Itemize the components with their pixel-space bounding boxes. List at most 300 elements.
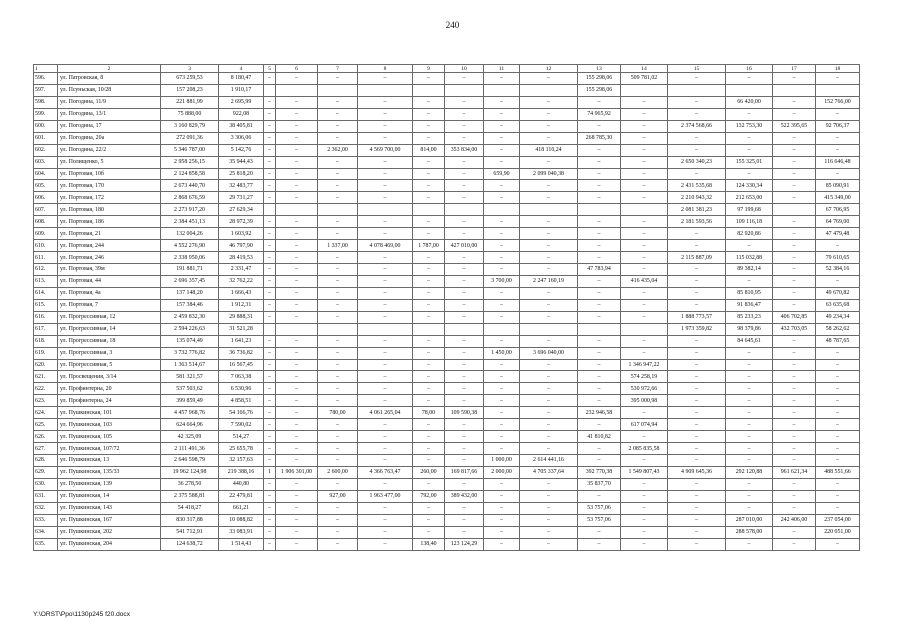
amount-cell: – [413, 514, 445, 526]
amount-cell: – [358, 216, 413, 228]
amount-cell: – [358, 431, 413, 443]
amount-cell: 2 331,47 [219, 264, 264, 276]
amount-cell: 64 769,00 [816, 216, 860, 228]
amount-cell: – [276, 168, 318, 180]
row-number: 614. [34, 287, 58, 299]
amount-cell: – [484, 252, 520, 264]
amount-cell: – [413, 96, 445, 108]
table-row [34, 419, 860, 431]
amount-cell: 922,08 [219, 108, 264, 120]
row-number: 617. [34, 323, 58, 335]
address-cell: ул. Пушкинская, 143 [58, 502, 161, 514]
amount-cell: 2 085 835,58 [621, 443, 668, 455]
amount-cell: – [264, 502, 276, 514]
table-row [34, 240, 860, 252]
amount-cell: 123 124,29 [445, 538, 484, 550]
amount-cell: – [358, 514, 413, 526]
amount-cell: – [413, 359, 445, 371]
amount-cell: – [773, 347, 816, 359]
amount-cell [264, 204, 276, 216]
amount-cell: 2 868 676,59 [161, 192, 219, 204]
amount-cell: – [413, 502, 445, 514]
amount-cell: – [358, 287, 413, 299]
amount-cell: 29 888,31 [219, 311, 264, 323]
amount-cell: – [621, 478, 668, 490]
address-cell: ул. Портовая, 10б [58, 168, 161, 180]
table-row [34, 287, 860, 299]
amount-cell: – [358, 275, 413, 287]
amount-cell: – [318, 120, 358, 132]
amount-cell: 4 457 968,76 [161, 407, 219, 419]
amount-cell: – [773, 371, 816, 383]
table-row [34, 478, 860, 490]
amount-cell: – [773, 455, 816, 467]
amount-cell: – [668, 419, 726, 431]
amount-cell: 36 736,82 [219, 347, 264, 359]
amount-cell: 673 259,53 [161, 73, 219, 85]
amount-cell: – [318, 478, 358, 490]
amount-cell: 1 363 514,67 [161, 359, 219, 371]
amount-cell: – [445, 383, 484, 395]
amount-cell: – [816, 478, 860, 490]
amount-cell: 1 603,92 [219, 228, 264, 240]
amount-cell: 135 074,49 [161, 335, 219, 347]
amount-cell [276, 84, 318, 96]
column-number-row [34, 65, 860, 73]
amount-cell: – [484, 407, 520, 419]
amount-cell: – [668, 144, 726, 156]
amount-cell: – [318, 526, 358, 538]
amount-cell: – [578, 240, 621, 252]
amount-cell: 427 010,00 [445, 240, 484, 252]
amount-cell: – [621, 96, 668, 108]
column-number: 2 [58, 65, 161, 73]
table-row [34, 490, 860, 502]
amount-cell: 287 010,00 [726, 514, 773, 526]
amount-cell: – [358, 192, 413, 204]
amount-cell: – [816, 73, 860, 85]
amount-cell: – [816, 490, 860, 502]
address-cell: ул. Профинтерна, 24 [58, 395, 161, 407]
amount-cell: – [520, 228, 578, 240]
amount-cell: 5 346 787,00 [161, 144, 219, 156]
amount-cell: 4 858,51 [219, 395, 264, 407]
amount-cell: – [264, 371, 276, 383]
row-number: 632. [34, 502, 58, 514]
amount-cell: – [264, 299, 276, 311]
table-row [34, 514, 860, 526]
amount-cell: – [264, 275, 276, 287]
amount-cell: – [773, 383, 816, 395]
amount-cell: – [413, 395, 445, 407]
amount-cell: – [773, 275, 816, 287]
amount-cell [520, 323, 578, 335]
amount-cell: – [668, 407, 726, 419]
amount-cell: – [358, 443, 413, 455]
amount-cell: – [773, 144, 816, 156]
amount-cell: – [520, 383, 578, 395]
amount-cell: – [520, 73, 578, 85]
column-number: 11 [484, 65, 520, 73]
amount-cell: – [520, 371, 578, 383]
amount-cell: 54 418,27 [161, 502, 219, 514]
address-cell: ул. Портовая, 246 [58, 252, 161, 264]
address-cell: ул. Пушкинская, 167 [58, 514, 161, 526]
amount-cell: – [318, 347, 358, 359]
amount-cell: 617 074,94 [621, 419, 668, 431]
amount-cell: 132 004,26 [161, 228, 219, 240]
amount-cell: 41 810,82 [578, 431, 621, 443]
amount-cell [621, 323, 668, 335]
amount-cell: 2 958 256,15 [161, 156, 219, 168]
amount-cell: – [276, 514, 318, 526]
amount-cell: – [318, 419, 358, 431]
amount-cell: – [264, 383, 276, 395]
amount-cell: 48 787,65 [816, 335, 860, 347]
amount-cell: 4 061 265,04 [358, 407, 413, 419]
amount-cell: 3 696 040,00 [520, 347, 578, 359]
amount-cell: 661,21 [219, 502, 264, 514]
row-number: 627. [34, 443, 58, 455]
amount-cell: – [726, 73, 773, 85]
amount-cell: – [413, 180, 445, 192]
amount-cell: 961 621,34 [773, 466, 816, 478]
amount-cell [773, 204, 816, 216]
amount-cell: – [276, 252, 318, 264]
amount-cell: – [773, 132, 816, 144]
amount-cell: – [484, 108, 520, 120]
amount-cell [621, 204, 668, 216]
column-number: 8 [358, 65, 413, 73]
amount-cell: – [668, 490, 726, 502]
row-number: 603. [34, 156, 58, 168]
amount-cell: – [445, 431, 484, 443]
amount-cell: 242 406,00 [773, 514, 816, 526]
amount-cell: 488 551,66 [816, 466, 860, 478]
amount-cell: – [668, 538, 726, 550]
amount-cell [726, 84, 773, 96]
amount-cell: 3 160 829,79 [161, 120, 219, 132]
amount-cell: 27 629,34 [219, 204, 264, 216]
address-cell: ул. Пушкинская, 13 [58, 455, 161, 467]
amount-cell: – [726, 478, 773, 490]
amount-cell: – [726, 168, 773, 180]
amount-cell: – [484, 490, 520, 502]
table-row [34, 455, 860, 467]
row-number: 620. [34, 359, 58, 371]
amount-cell: – [358, 264, 413, 276]
amount-cell: – [318, 252, 358, 264]
address-cell: ул. Пушкинская, 103 [58, 419, 161, 431]
amount-cell: 35 944,43 [219, 156, 264, 168]
table-row [34, 383, 860, 395]
amount-cell: 2 384 451,13 [161, 216, 219, 228]
amount-cell: 47 479,48 [816, 228, 860, 240]
amount-cell: – [264, 455, 276, 467]
table-row [34, 275, 860, 287]
amount-cell: – [520, 526, 578, 538]
amount-cell: – [621, 252, 668, 264]
amount-cell: 84 645,61 [726, 335, 773, 347]
address-cell: ул. Портовая, 244 [58, 240, 161, 252]
amount-cell: – [413, 371, 445, 383]
amount-cell: 191 881,71 [161, 264, 219, 276]
address-cell: ул. Просвещения, 3/14 [58, 371, 161, 383]
amount-cell: – [520, 443, 578, 455]
amount-cell: – [276, 431, 318, 443]
amount-cell: – [445, 96, 484, 108]
amount-cell: – [621, 311, 668, 323]
amount-cell: – [726, 431, 773, 443]
amount-cell: – [445, 526, 484, 538]
amount-cell: – [276, 216, 318, 228]
amount-cell: – [445, 73, 484, 85]
amount-cell: – [578, 359, 621, 371]
amount-cell: – [621, 132, 668, 144]
amount-cell: 2 124 858,58 [161, 168, 219, 180]
amount-cell: – [578, 216, 621, 228]
column-number: 12 [520, 65, 578, 73]
amount-cell: – [520, 192, 578, 204]
amount-cell: – [578, 371, 621, 383]
amount-cell: – [773, 264, 816, 276]
amount-cell: 52 384,16 [816, 264, 860, 276]
amount-cell: – [621, 180, 668, 192]
amount-cell: 36 278,50 [161, 478, 219, 490]
amount-cell: – [484, 514, 520, 526]
amount-cell: – [264, 240, 276, 252]
amount-cell: – [358, 299, 413, 311]
amount-cell: – [520, 287, 578, 299]
amount-cell: – [413, 287, 445, 299]
amount-cell: – [773, 395, 816, 407]
amount-cell: 25 818,20 [219, 168, 264, 180]
amount-cell: – [276, 335, 318, 347]
amount-cell: – [668, 383, 726, 395]
table-row [34, 120, 860, 132]
amount-cell: – [520, 335, 578, 347]
amount-cell: – [413, 311, 445, 323]
amount-cell: – [276, 419, 318, 431]
amount-cell: 152 766,00 [816, 96, 860, 108]
amount-cell: – [318, 132, 358, 144]
amount-cell: – [318, 168, 358, 180]
amount-cell: 66 420,00 [726, 96, 773, 108]
table-row [34, 431, 860, 443]
amount-cell: – [578, 275, 621, 287]
amount-cell [621, 84, 668, 96]
amount-cell: – [578, 192, 621, 204]
amount-cell: – [413, 156, 445, 168]
amount-cell: – [276, 156, 318, 168]
amount-cell: – [726, 502, 773, 514]
amount-cell: 288 578,00 [726, 526, 773, 538]
amount-cell: – [264, 192, 276, 204]
amount-cell: – [520, 120, 578, 132]
amount-cell: 3 306,06 [219, 132, 264, 144]
amount-cell: 115 032,88 [726, 252, 773, 264]
amount-cell: – [445, 347, 484, 359]
row-number: 630. [34, 478, 58, 490]
amount-cell: 2 181 593,56 [668, 216, 726, 228]
row-number: 610. [34, 240, 58, 252]
amount-cell: – [445, 299, 484, 311]
amount-cell: – [264, 395, 276, 407]
amount-cell: – [621, 144, 668, 156]
amount-cell: 522 395,65 [773, 120, 816, 132]
amount-cell: 2 362,00 [318, 144, 358, 156]
amount-cell: – [276, 108, 318, 120]
amount-cell: – [413, 132, 445, 144]
amount-cell: – [578, 419, 621, 431]
column-number: 5 [264, 65, 276, 73]
amount-cell: 1 346 947,22 [621, 359, 668, 371]
amount-cell [484, 204, 520, 216]
row-number: 626. [34, 431, 58, 443]
amount-cell: 1 963 477,00 [358, 490, 413, 502]
table-row [34, 264, 860, 276]
amount-cell: – [276, 73, 318, 85]
amount-cell: 46 797,90 [219, 240, 264, 252]
amount-cell: 5 142,76 [219, 144, 264, 156]
amount-cell [578, 204, 621, 216]
amount-cell: – [413, 443, 445, 455]
amount-cell: – [264, 514, 276, 526]
amount-cell: 91 836,47 [726, 299, 773, 311]
amount-cell: 35 837,70 [578, 478, 621, 490]
amount-cell: – [264, 347, 276, 359]
amount-cell: – [445, 252, 484, 264]
amount-cell: – [726, 359, 773, 371]
row-number: 618. [34, 335, 58, 347]
amount-cell: – [358, 108, 413, 120]
amount-cell: – [484, 287, 520, 299]
amount-cell: 1 888 773,57 [668, 311, 726, 323]
amount-cell: – [358, 526, 413, 538]
row-number: 613. [34, 275, 58, 287]
amount-cell: 2 459 832,30 [161, 311, 219, 323]
amount-cell: 47 783,94 [578, 264, 621, 276]
amount-cell: – [358, 395, 413, 407]
amount-cell: – [668, 371, 726, 383]
amount-cell: – [621, 431, 668, 443]
amount-cell: – [726, 371, 773, 383]
table-row [34, 252, 860, 264]
amount-cell: – [318, 156, 358, 168]
amount-cell: – [816, 455, 860, 467]
amount-cell: 85 810,95 [726, 287, 773, 299]
amount-cell: – [484, 216, 520, 228]
amount-cell: – [816, 359, 860, 371]
amount-cell: – [276, 311, 318, 323]
amount-cell: 399 859,49 [161, 395, 219, 407]
amount-cell: 392 770,38 [578, 466, 621, 478]
amount-cell: – [520, 264, 578, 276]
amount-cell: 3 700,00 [484, 275, 520, 287]
amount-cell: 6 530,96 [219, 383, 264, 395]
amount-cell: 32 157,63 [219, 455, 264, 467]
amount-cell: – [621, 526, 668, 538]
amount-cell: – [264, 287, 276, 299]
amount-cell: 85 233,23 [726, 311, 773, 323]
amount-cell: – [318, 96, 358, 108]
address-cell: ул. Пушкинская, 105 [58, 431, 161, 443]
amount-cell: – [484, 156, 520, 168]
row-number: 611. [34, 252, 58, 264]
amount-cell: – [484, 240, 520, 252]
amount-cell: – [668, 347, 726, 359]
amount-cell [445, 84, 484, 96]
amount-cell: – [264, 431, 276, 443]
amount-cell: – [578, 180, 621, 192]
amount-cell: – [520, 240, 578, 252]
amount-cell: – [445, 156, 484, 168]
amount-cell: – [816, 502, 860, 514]
amount-cell: 29 731,27 [219, 192, 264, 204]
amount-cell: – [621, 240, 668, 252]
amount-cell: – [578, 443, 621, 455]
table-row [34, 180, 860, 192]
row-number: 612. [34, 264, 58, 276]
row-number: 601. [34, 132, 58, 144]
amount-cell: – [276, 144, 318, 156]
amount-cell: 541 712,91 [161, 526, 219, 538]
table-row [34, 443, 860, 455]
amount-cell: 109 116,18 [726, 216, 773, 228]
row-number: 604. [34, 168, 58, 180]
amount-cell: – [484, 419, 520, 431]
amount-cell: 54 166,76 [219, 407, 264, 419]
amount-cell: – [445, 168, 484, 180]
amount-cell: – [578, 335, 621, 347]
amount-cell: – [816, 240, 860, 252]
amount-cell [358, 323, 413, 335]
amount-cell: – [726, 132, 773, 144]
amount-cell: 220 051,00 [816, 526, 860, 538]
amount-cell: – [773, 287, 816, 299]
amount-cell: – [264, 108, 276, 120]
amount-cell: – [520, 180, 578, 192]
amount-cell: 75 888,00 [161, 108, 219, 120]
amount-cell: – [668, 299, 726, 311]
address-cell: ул. Полищенко, 5 [58, 156, 161, 168]
amount-cell: – [318, 538, 358, 550]
amount-cell: – [578, 156, 621, 168]
amount-cell: – [484, 538, 520, 550]
amount-cell: 237 054,00 [816, 514, 860, 526]
amount-cell: – [816, 431, 860, 443]
row-number: 634. [34, 526, 58, 538]
table-row [34, 216, 860, 228]
amount-cell: – [816, 419, 860, 431]
amount-cell: – [773, 299, 816, 311]
table-row [34, 359, 860, 371]
amount-cell: – [484, 371, 520, 383]
amount-cell: – [578, 120, 621, 132]
address-cell: ул. Пушкинская, 139 [58, 478, 161, 490]
amount-cell: 4 705 337,64 [520, 466, 578, 478]
amount-cell: – [445, 371, 484, 383]
address-cell: ул. Портовая, 7 [58, 299, 161, 311]
amount-cell: – [276, 180, 318, 192]
row-number: 633. [34, 514, 58, 526]
amount-cell: – [668, 168, 726, 180]
amount-cell: 1 912,31 [219, 299, 264, 311]
amount-cell: 4 909 645,36 [668, 466, 726, 478]
amount-cell: – [578, 395, 621, 407]
amount-cell: 2 210 943,32 [668, 192, 726, 204]
table-row [34, 96, 860, 108]
